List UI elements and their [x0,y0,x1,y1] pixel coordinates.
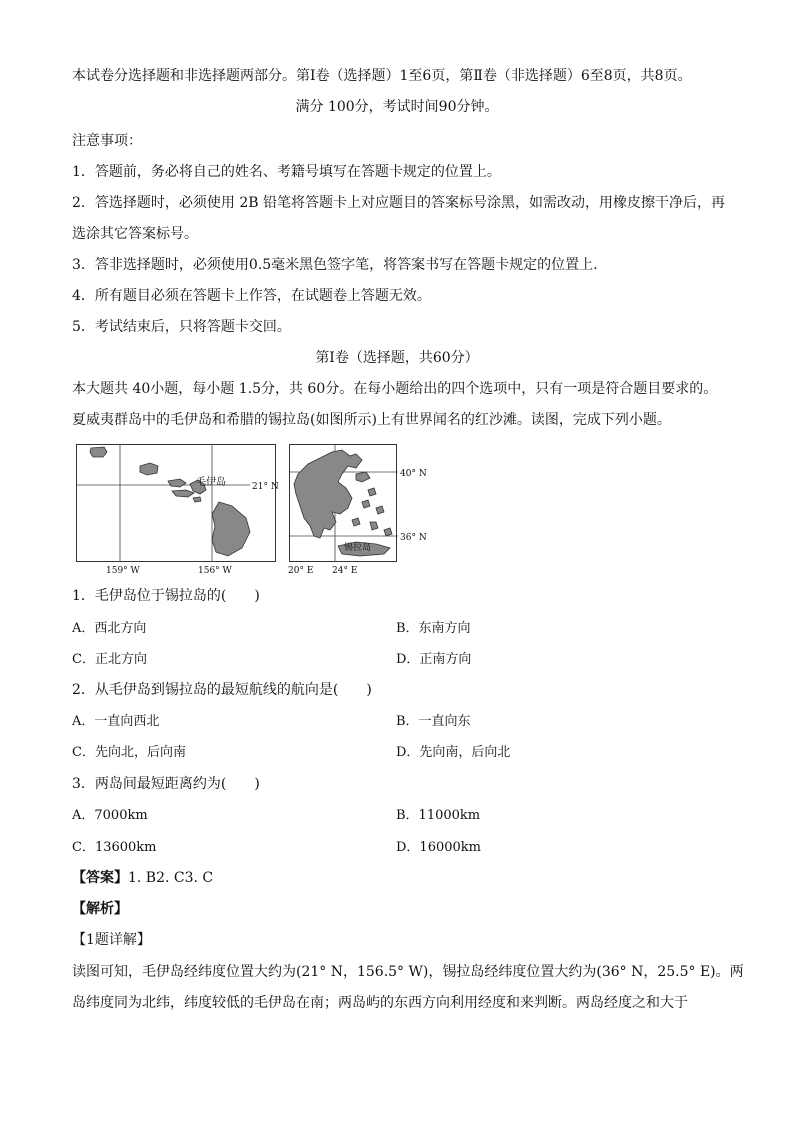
analysis-label: 【解析】 [72,901,128,917]
question-1-option-a[interactable]: A．西北方向 [72,621,147,636]
question-2-stem: 2．从毛伊岛到锡拉岛的最短航线的航向是( ) [72,682,372,698]
hawaii-lon-right-label: 156° W [198,566,232,576]
section-title: 第Ⅰ卷（选择题，共60分） [315,350,479,366]
greece-lon-left-label: 20° E [288,566,314,576]
hawaii-map [76,444,279,582]
question-3-option-b[interactable]: B．11000km [396,808,481,823]
analysis-detail-line-1: 读图可知，毛伊岛经纬度位置大约为(21° N，156.5° W)，锡拉岛经纬度位置大约为(36° N，25.5° E)。两 [72,964,744,980]
maui-label: 毛伊岛 [196,477,226,488]
note-item-2-continued: 选涂其它答案标号。 [72,226,198,242]
note-item-1: 1．答题前，务必将自己的姓名、考籍号填写在答题卡规定的位置上。 [72,164,501,180]
material-text: 夏威夷群岛中的毛伊岛和希腊的锡拉岛(如图所示)上有世界闻名的红沙滩。读图，完成下列小题。 [72,412,671,428]
question-1-option-b[interactable]: B．东南方向 [396,621,471,636]
note-item-2: 2．答选择题时，必须使用 2B 铅笔将答题卡上对应题目的答案标号涂黑，如需改动，用橡皮擦干净后，再 [72,195,726,211]
notes-heading: 注意事项： [72,133,142,149]
greece-lat-top-label: 40° N [400,469,427,479]
greece-lat-bottom-label: 36° N [400,533,427,543]
analysis-detail-line-2: 岛纬度同为北纬，纬度较低的毛伊岛在南；两岛屿的东西方向利用经度和来判断。两岛经度之和大于 [72,995,688,1011]
section-description: 本大题共 40小题，每小题 1.5分，共 60分。在每小题给出的四个选项中，只有一项是符合题目要求的。 [72,381,718,397]
answer-line [72,868,213,888]
note-item-4: 4．所有题目必须在答题卡上作答，在试题卷上答题无效。 [72,288,431,304]
question-2-option-c[interactable]: C．先向北，后向南 [72,745,186,760]
question-2-option-b[interactable]: B．一直向东 [396,714,471,729]
note-item-5: 5．考试结束后，只将答题卡交回。 [72,319,291,335]
hawaii-lon-left-label: 159° W [106,566,140,576]
question-3-option-a[interactable]: A．7000km [72,808,148,823]
detail-label: 【1题详解】 [72,932,151,948]
intro-line: 本试卷分选择题和非选择题两部分。第Ⅰ卷（选择题）1至6页，第Ⅱ卷（非选择题）6至8页，共8页。 [72,68,692,84]
score-time-line: 满分 100分，考试时间90分钟。 [295,99,499,115]
question-3-stem: 3．两岛间最短距离约为( ) [72,776,260,792]
question-2-option-d[interactable]: D．先向南，后向北 [396,745,511,760]
question-1-option-d[interactable]: D．正南方向 [396,652,472,667]
question-3-option-d[interactable]: D．16000km [396,840,481,855]
answer-text: 1. B2. C3. C [128,870,214,886]
question-3-option-c[interactable]: C．13600km [72,840,157,855]
question-1-stem: 1．毛伊岛位于锡拉岛的( ) [72,588,260,604]
greece-map [286,444,436,582]
hawaii-lat-label: 21° N [252,482,279,492]
question-1-option-c[interactable]: C．正北方向 [72,652,147,667]
answer-label: 【答案】 [72,870,128,886]
santorini-label: 锡拉岛 [344,543,372,553]
greece-lon-right-label: 24° E [332,566,358,576]
note-item-3: 3．答非选择题时，必须使用0.5毫米黑色签字笔，将答案书写在答题卡规定的位置上. [72,257,598,273]
question-2-option-a[interactable]: A．一直向西北 [72,714,160,729]
